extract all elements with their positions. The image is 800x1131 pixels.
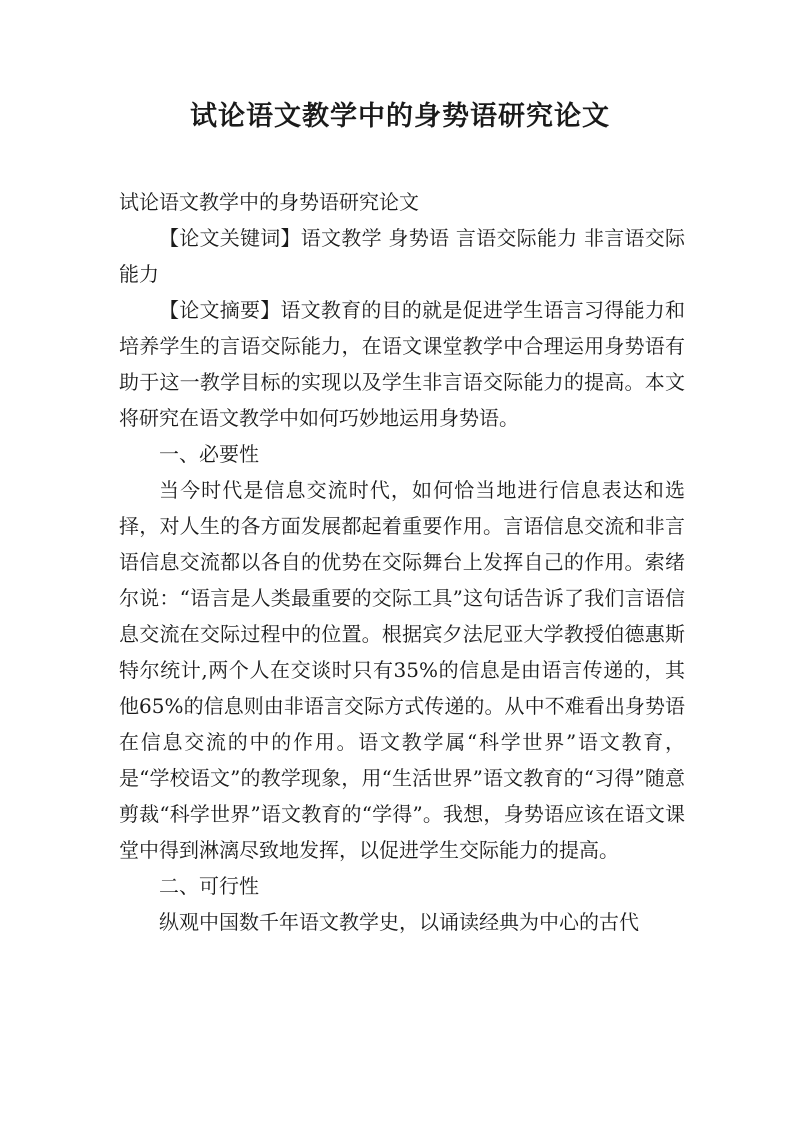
document-title: 试论语文教学中的身势语研究论文 <box>190 101 610 132</box>
abstract-paragraph: 【论文摘要】语文教育的目的就是促进学生语言习得能力和培养学生的言语交际能力，在语文课堂教学中合理运用身势语有助于这一教学目标的实现以及学生非言语交际能力的提高。本文将研究在语文教学中如何巧妙地运用身势语。 <box>119 298 685 430</box>
section-heading-necessity: 一、必要性 <box>159 442 259 466</box>
feasibility-paragraph: 纵观中国数千年语文教学史，以诵读经典为中心的古代 <box>159 910 639 934</box>
document-body <box>119 184 685 940</box>
subtitle-paragraph: 试论语文教学中的身势语研究论文 <box>119 190 419 214</box>
section-heading-feasibility: 二、可行性 <box>159 874 259 898</box>
necessity-paragraph: 当今时代是信息交流时代，如何恰当地进行信息表达和选择，对人生的各方面发展都起着重要作用。言语信息交流和非言语信息交流都以各自的优势在交际舞台上发挥自己的作用。索绪尔说：“语言是人类最重要的交际工具”这句话告诉了我们言语信息交流在交际过程中的位置。根据宾夕法尼亚大学教授伯德惠斯特尔统计,两个人在交谈时只有35%的信息是由语言传递的，其他65%的信息则由非语言交际方式传递的。从中不难看出身势语在信息交流的中的作用。语文教学属“科学世界”语文教育，是“学校语文”的教学现象，用“生活世界”语文教育的“习得”随意剪裁“科学世界”语文教育的“学得”。我想，身势语应该在语文课堂中得到淋漓尽致地发挥，以促进学生交际能力的提高。 <box>119 478 685 862</box>
keywords-paragraph: 【论文关键词】语文教学 身势语 言语交际能力 非言语交际能力 <box>119 226 685 286</box>
